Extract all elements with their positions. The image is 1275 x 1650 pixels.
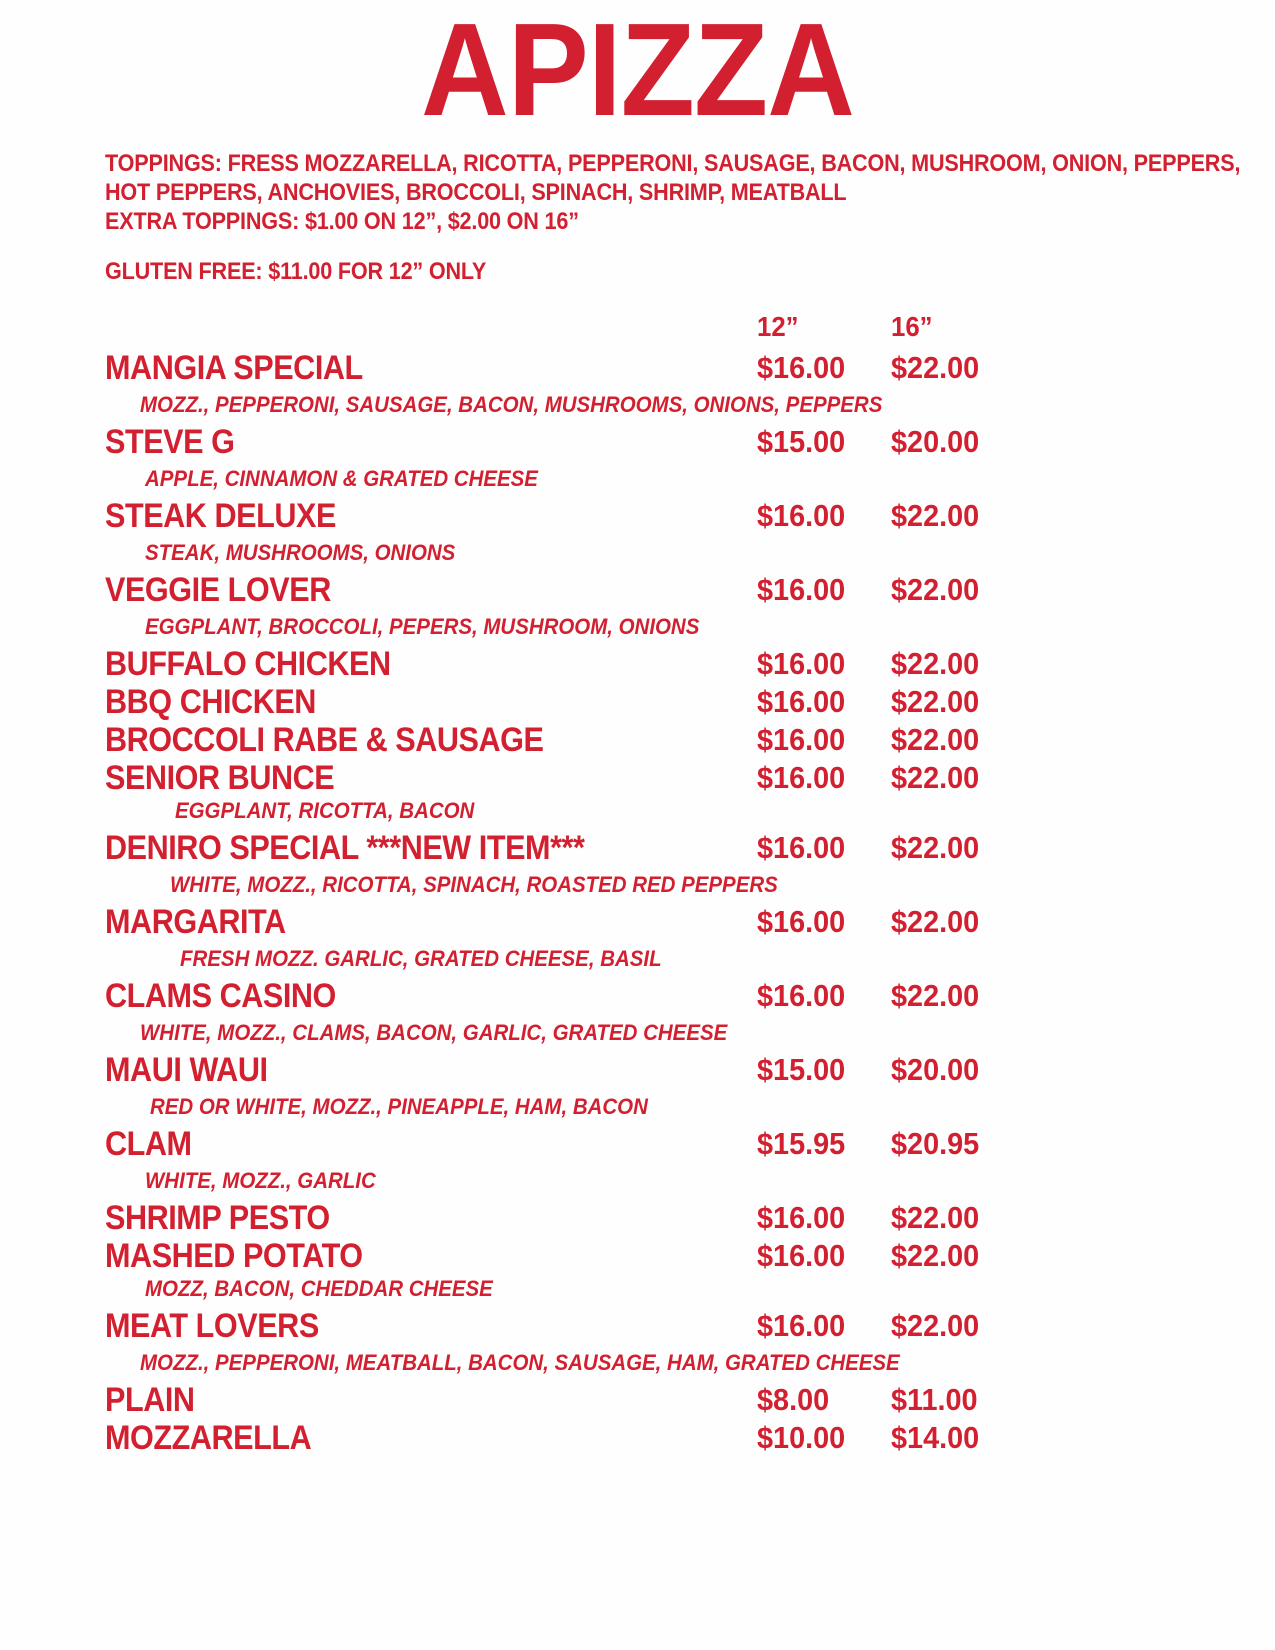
menu-item-row (105, 645, 1275, 683)
item-price-12: $16.00 (757, 1238, 846, 1274)
page-title: APIZZA (420, 0, 854, 143)
item-price-12: $16.00 (757, 1200, 846, 1236)
item-price-16: $22.00 (891, 904, 980, 940)
menu-item-row (105, 903, 1275, 945)
item-price-16: $14.00 (891, 1420, 980, 1456)
item-price-16: $22.00 (891, 684, 980, 720)
item-description (105, 1167, 1275, 1199)
menu-item-row (105, 1199, 1275, 1237)
item-price-16: $22.00 (891, 722, 980, 758)
item-description-text: WHITE, MOZZ., CLAMS, BACON, GARLIC, GRATED CHEESE (140, 1020, 728, 1046)
menu-item-row (105, 683, 1275, 721)
intro-block (105, 150, 1241, 287)
size-column-headers (105, 313, 1275, 349)
item-price-12: $16.00 (757, 646, 846, 682)
item-price-16: $22.00 (891, 1238, 980, 1274)
column-header-12in: 12” (757, 311, 799, 343)
item-name: VEGGIE LOVER (105, 571, 331, 610)
item-name: BUFFALO CHICKEN (105, 645, 391, 684)
item-price-16: $22.00 (891, 830, 980, 866)
item-price-16: $22.00 (891, 350, 980, 386)
menu-item-row (105, 721, 1275, 759)
item-description (105, 465, 1275, 497)
menu-item-row (105, 1051, 1275, 1093)
item-name: MANGIA SPECIAL (105, 349, 363, 388)
menu-item-row (105, 829, 1275, 871)
item-price-12: $8.00 (757, 1382, 830, 1418)
item-description-text: WHITE, MOZZ., RICOTTA, SPINACH, ROASTED RED PEPPERS (170, 872, 778, 898)
item-price-12: $16.00 (757, 1308, 846, 1344)
item-name: MEAT LOVERS (105, 1307, 319, 1346)
item-price-16: $20.95 (891, 1126, 980, 1162)
menu-item-row (105, 1125, 1275, 1167)
item-name: PLAIN (105, 1381, 195, 1420)
item-description (105, 871, 1275, 903)
item-description (105, 945, 1275, 977)
item-description-text: EGGPLANT, RICOTTA, BACON (175, 798, 475, 824)
item-price-12: $16.00 (757, 684, 846, 720)
menu-item-row (105, 1237, 1275, 1275)
item-description-text: STEAK, MUSHROOMS, ONIONS (145, 540, 456, 566)
item-price-16: $22.00 (891, 498, 980, 534)
item-description (105, 1275, 1275, 1307)
item-price-16: $22.00 (891, 978, 980, 1014)
item-description-text: RED OR WHITE, MOZZ., PINEAPPLE, HAM, BACON (150, 1094, 648, 1120)
item-description-text: MOZZ, BACON, CHEDDAR CHEESE (145, 1276, 493, 1302)
item-price-12: $15.95 (757, 1126, 846, 1162)
item-name: MASHED POTATO (105, 1237, 363, 1276)
toppings-line-2: HOT PEPPERS, ANCHOVIES, BROCCOLI, SPINACH, SHRIMP, MEATBALL (105, 178, 847, 206)
item-name: SENIOR BUNCE (105, 759, 335, 798)
item-name: MOZZARELLA (105, 1419, 312, 1458)
item-name: BBQ CHICKEN (105, 683, 316, 722)
item-price-12: $16.00 (757, 350, 846, 386)
item-name: CLAM (105, 1125, 192, 1164)
item-price-16: $20.00 (891, 424, 980, 460)
item-name: MARGARITA (105, 903, 286, 942)
item-name: STEAK DELUXE (105, 497, 336, 536)
item-description-text: MOZZ., PEPPERONI, MEATBALL, BACON, SAUSAGE, HAM, GRATED CHEESE (140, 1350, 900, 1376)
item-description (105, 797, 1275, 829)
item-price-12: $16.00 (757, 722, 846, 758)
item-price-12: $15.00 (757, 424, 846, 460)
item-price-12: $16.00 (757, 904, 846, 940)
menu-item-row (105, 1381, 1275, 1419)
menu-item-row (105, 423, 1275, 465)
item-description (105, 539, 1275, 571)
item-description (105, 1093, 1275, 1125)
item-description-text: WHITE, MOZZ., GARLIC (145, 1168, 376, 1194)
item-price-16: $22.00 (891, 572, 980, 608)
item-price-16: $20.00 (891, 1052, 980, 1088)
gluten-free-line: GLUTEN FREE: $11.00 FOR 12” ONLY (105, 258, 487, 286)
item-description-text: EGGPLANT, BROCCOLI, PEPERS, MUSHROOM, ONIONS (145, 614, 700, 640)
column-header-16in: 16” (891, 311, 933, 343)
item-price-16: $22.00 (891, 760, 980, 796)
toppings-line-1: TOPPINGS: FRESS MOZZARELLA, RICOTTA, PEPPERONI, SAUSAGE, BACON, MUSHROOM, ONION, PEPPERS, (105, 150, 1241, 177)
menu-item-row (105, 1419, 1275, 1457)
item-description-text: FRESH MOZZ. GARLIC, GRATED CHEESE, BASIL (180, 946, 662, 972)
item-name: DENIRO SPECIAL ***NEW ITEM*** (105, 829, 585, 868)
menu-item-row (105, 497, 1275, 539)
menu-list (0, 313, 1275, 1457)
menu-item-row (105, 759, 1275, 797)
item-name: MAUI WAUI (105, 1051, 268, 1090)
menu-item-row (105, 349, 1275, 391)
item-description (105, 1349, 1275, 1381)
extra-toppings-line: EXTRA TOPPINGS: $1.00 ON 12”, $2.00 ON 16” (105, 207, 579, 235)
item-price-12: $16.00 (757, 978, 846, 1014)
menu-item-row (105, 977, 1275, 1019)
item-price-12: $10.00 (757, 1420, 846, 1456)
item-price-12: $16.00 (757, 830, 846, 866)
item-name: BROCCOLI RABE & SAUSAGE (105, 721, 544, 760)
item-description (105, 391, 1275, 423)
item-name: SHRIMP PESTO (105, 1199, 330, 1238)
item-name: STEVE G (105, 423, 235, 462)
item-price-12: $16.00 (757, 572, 846, 608)
menu-item-row (105, 1307, 1275, 1349)
item-price-16: $22.00 (891, 646, 980, 682)
item-price-12: $16.00 (757, 498, 846, 534)
item-price-16: $22.00 (891, 1308, 980, 1344)
item-description-text: APPLE, CINNAMON & GRATED CHEESE (145, 466, 538, 492)
item-price-16: $22.00 (891, 1200, 980, 1236)
menu-item-row (105, 571, 1275, 613)
item-name: CLAMS CASINO (105, 977, 336, 1016)
item-description-text: MOZZ., PEPPERONI, SAUSAGE, BACON, MUSHROOMS, ONIONS, PEPPERS (140, 392, 883, 418)
item-price-16: $11.00 (891, 1382, 978, 1418)
item-price-12: $15.00 (757, 1052, 846, 1088)
item-price-12: $16.00 (757, 760, 846, 796)
item-description (105, 613, 1275, 645)
item-description (105, 1019, 1275, 1051)
